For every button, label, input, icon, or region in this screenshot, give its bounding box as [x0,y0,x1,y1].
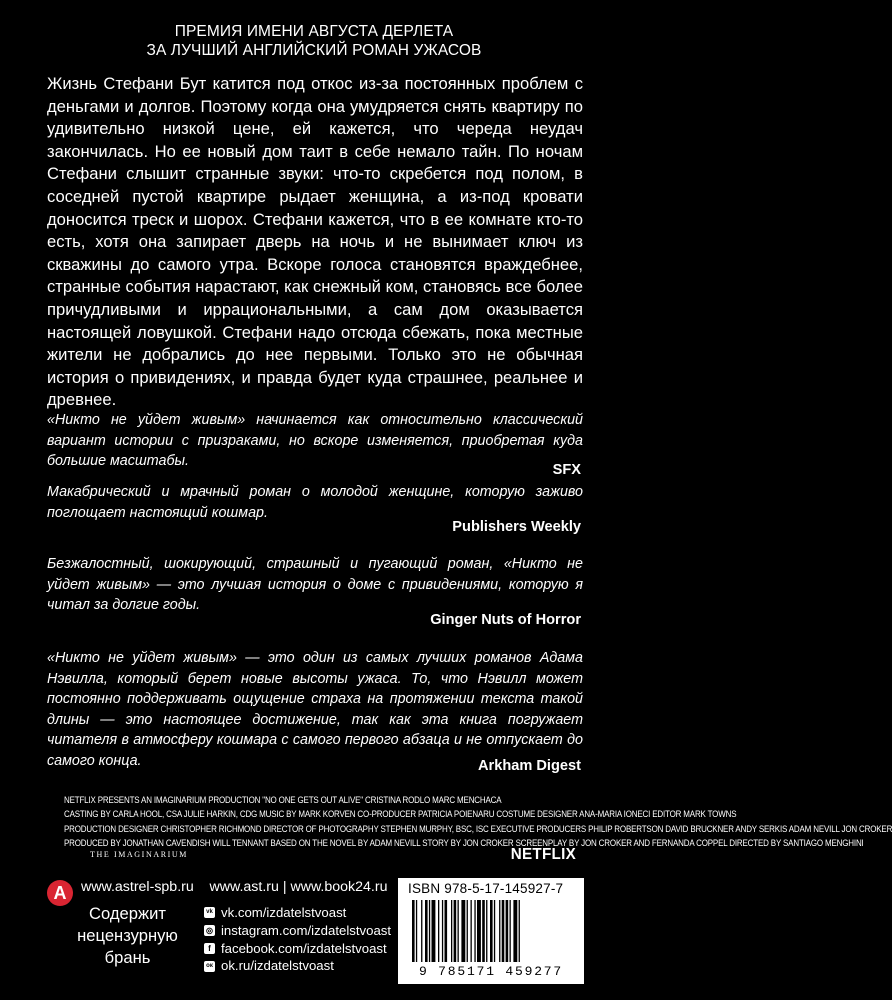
award-heading [0,22,628,60]
book-blurb: Жизнь Стефани Бут катится под откос из-за постоянных проблем с деньгами и долгов. Поэтому когда она умудряется снять квартиру по удивительно низкой цене, ей кажется, что череда неудач закончилась. Но ее новый дом таит в себе немало тайн. По ночам Стефани слышит странные звуки: что-то скребется под полом, в соседней пустой квартире рыдает женщина, а из-под кровати доносится треск и шорох. Стефани кажется, что в ее комнате кто-то есть, хотя она запирает дверь на ночь и не вынимает ключ из скважины до самого утра. Вскоре голоса становятся враждебнее, странные события нарастают, как снежный ком, становясь все более причудливыми и иррациональными, а сам дом оказывается настоящей ловушкой. Стефани надо отсюда сбежать, пока местные жители не добрались до нее первыми. Только это не обычная история о привидениях, и правда будет куда страшнее, реальнее и древнее. [47,74,583,410]
barcode-bar [416,900,417,962]
barcode-digits: 9 785171 459277 [418,964,564,979]
barcode-bar [474,900,475,962]
ok-icon: ок [204,961,215,972]
vk-icon: vk [204,907,215,918]
barcode-bar [513,900,517,962]
barcode-bar [519,900,520,962]
barcode-bar [445,900,448,962]
barcode-bar [442,900,443,962]
review-source-1: SFX [552,462,581,478]
social-link-facebook [204,940,391,958]
award-line-2: ЗА ЛУЧШИЙ АНГЛИЙСКИЙ РОМАН УЖАСОВ [146,42,482,59]
barcode-bar [438,900,439,962]
credits-line: PRODUCED BY JONATHAN CAVENDISH WILL TENNANT BASED ON THE NOVEL BY ADAM NEVILL STORY BY JON CROKER SCREENPLAY BY JON CROKER AND FERNANDA COPPEL DIRECTED BY SANTIAGO MENGHINI [64,838,864,849]
barcode-bar [490,900,493,962]
barcode-bar [461,900,465,962]
award-line-1: ПРЕМИЯ ИМЕНИ АВГУСТА ДЕРЛЕТА [174,23,454,40]
barcode-bar [506,900,509,962]
barcode-bar [502,900,505,962]
social-link-vk [204,904,391,922]
film-credits-block [64,793,892,851]
barcode [412,900,570,964]
credits-line: NETFLIX PRESENTS AN IMAGINARIUM PRODUCTION "NO ONE GETS OUT ALIVE" CRISTINA RODLO MARC MENCHACA [64,795,502,805]
isbn-barcode-box [398,878,584,984]
social-link-text: facebook.com/izdatelstvoast [221,940,387,956]
credits-line: CASTING BY CARLA HOOL, CSA JULIE HARKIN, CDG MUSIC BY MARK KORVEN CO-PRODUCER PATRICIA POIENARU COSTUME DESIGNER ANA-MARIA IONECI EDITOR MARK TOWNS [64,809,737,820]
content-warning: Содержит нецензурную брань [77,904,178,967]
barcode-bar [482,900,485,962]
barcode-bar [454,900,457,962]
facebook-icon: f [204,943,215,954]
barcode-bar [412,900,415,962]
review-source-2: Publishers Weekly [452,519,581,535]
social-link-ok [204,957,391,975]
review-quote-3: Безжалостный, шокирующий, страшный и пугающий роман, «Никто не уйдет живым» — это лучшая история о доме с привидениями, которую я читал за долгие годы. [47,556,583,614]
barcode-bar [429,900,430,962]
barcode-bar [486,900,487,962]
instagram-icon: ◎ [204,925,215,936]
barcode-bar [471,900,472,962]
review-source-4: Arkham Digest [478,758,581,774]
review-quote-1: «Никто не уйдет живым» начинается как относительно классический вариант истории с призраками, но вскоре изменяется, приобретая куда большие масштабы. [47,412,583,470]
publisher-urls: www.astrel-spb.ru www.ast.ru | www.book24.ru [81,879,388,895]
social-link-text: ok.ru/izdatelstvoast [221,958,334,974]
barcode-bar [421,900,422,962]
barcode-bar [425,900,428,962]
social-link-text: instagram.com/izdatelstvoast [221,922,392,938]
barcode-bar [477,900,481,962]
social-link-instagram [204,922,391,940]
social-link-text: vk.com/izdatelstvoast [221,905,347,920]
netflix-logo: NETFLIX [510,846,577,863]
barcode-bar [494,900,495,962]
barcode-bar [467,900,468,962]
barcode-bar [499,900,500,962]
credits-line: PRODUCTION DESIGNER CHRISTOPHER RICHMOND DIRECTOR OF PHOTOGRAPHY STEPHEN MURPHY, BSC, ISC EXECUTIVE PRODUCERS PHILIP ROBERTSON DAVID BRUCKNER ANDY SERKIS ADAM NEVILL JON CROKER [64,823,892,834]
review-quote-4: «Никто не уйдет живым» — это один из самых лучших романов Адама Нэвилла, который берет новые высоты ужаса. То, что Нэвилл может постоянно поддерживать ощущение страха на протяжении текста такой длины — это настоящее достижение, так как эта книга погружает читателя в атмосферу кошмара с самого первого абзаца и не отпускает до самого конца. [47,650,583,769]
isbn-label: ISBN 978-5-17-145927-7 [408,881,564,896]
publisher-logo-icon: А [47,880,73,906]
barcode-bar [458,900,459,962]
imaginarium-logo: THE IMAGINARIUM [90,850,188,859]
review-source-3: Ginger Nuts of Horror [430,612,581,628]
social-links [204,904,391,975]
barcode-bar [432,900,436,962]
review-quote-2: Макабрический и мрачный роман о молодой женщине, которую заживо поглощает настоящий кошмар. [47,484,583,521]
barcode-bar [510,900,511,962]
barcode-bar [451,900,452,962]
